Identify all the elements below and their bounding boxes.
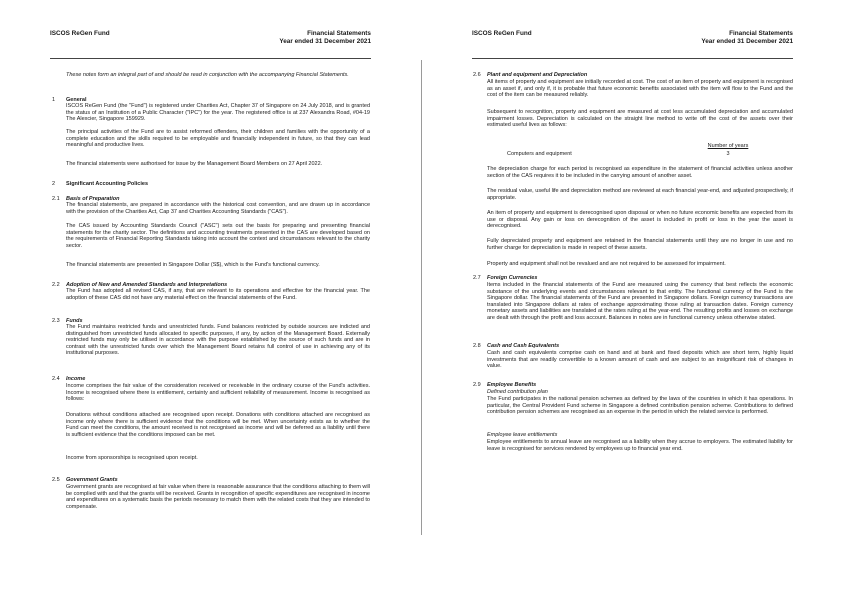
section-heading-grants: Government Grants bbox=[66, 477, 118, 483]
employee-para-1: The Fund participates in the national pension schemes as defined by the laws of the countries in which it has operations. In particular, the Central Provident Fund scheme in Singapore a defined contribution pension scheme. Contributions to defined contribution pension schemes are recognised as an expense in the period in which the related service is performed. bbox=[487, 396, 793, 415]
plant-para-6: Fully depreciated property and equipment are retained in the financial statements until they are no longer in use and no further charge for depreciation is made in respect of these assets. bbox=[487, 238, 793, 251]
section-heading-policies: Significant Accounting Policies bbox=[66, 181, 149, 187]
statement-period: Year ended 31 December 2021 bbox=[701, 38, 793, 45]
section-number: 2.1 bbox=[52, 196, 60, 202]
foreign-para-1: Items included in the financial statements of the Fund are measured using the currency that best reflects the economic substance of the underlying events and circumstances relevant to that entity. The functional currency of the Fund is the Singapore dollar. The financial statements of the Fund are presented in Singapore dollars. Foreign currency transactions are translated into Singapore dollars at rates of exchange approximating those ruling at transaction dates. Foreign currency monetary assets and liabilities are translated at the rates ruling at the year-end. The resulting profits and losses on exchange are dealt with through the profit and loss account. Balances in notes are in functional currency unless otherwise stated. bbox=[487, 282, 793, 321]
basis-para-3: The financial statements are presented in Singapore Dollar (S$), which is the Fund's functional currency. bbox=[66, 262, 320, 268]
basis-para-1: The financial statements, are prepared in accordance with the historical cost convention, and are drawn up in accordance with the provision of the Charities Act, Cap 37 and Charities Accounting Standards ("CAS"). bbox=[66, 202, 370, 215]
header-right bbox=[701, 30, 793, 46]
fund-name: ISCOS ReGen Fund bbox=[472, 30, 532, 37]
income-para-1: Income comprises the fair value of the consideration received or receivable in the ordinary course of the Fund's activities. Income is recognised where there is entitlement, certainty and sufficient reliability of measurement. Income is recognised as follows: bbox=[66, 383, 370, 402]
general-para-1: ISCOS ReGen Fund (the "Fund") is registered under Charities Act, Chapter 37 of Singapore on 24 July 2018, and is granted the status of an Institution of a Public Character ("IPC") for the year. The registered office is at 237 Alexandra Road, #04-19 The Alexcier, Singapore 159929. bbox=[66, 103, 370, 122]
section-heading-basis: Basis of Preparation bbox=[66, 196, 120, 202]
statement-title: Financial Statements bbox=[307, 30, 371, 37]
plant-para-4: The residual value, useful life and depreciation method are reviewed at each financial year-end, and adjusted prospectively, if appropriate. bbox=[487, 188, 793, 201]
income-para-3: Income from sponsorships is recognised upon receipt. bbox=[66, 455, 198, 461]
years-column-header: Number of years bbox=[707, 143, 749, 149]
asset-class-label: Computers and equipment bbox=[507, 151, 572, 157]
page-header bbox=[50, 30, 371, 58]
section-number: 2.9 bbox=[473, 382, 481, 388]
section-number: 2.8 bbox=[473, 343, 481, 349]
general-para-3: The financial statements were authorised for issue by the Management Board Members on 27 April 2022. bbox=[66, 161, 323, 167]
adoption-para-1: The Fund has adopted all revised CAS, if any, that are relevant to its operations and effective for the financial year. The adoption of these CAS did not have any material effect on the financial statements of the Fund. bbox=[66, 288, 370, 301]
section-heading-funds: Funds bbox=[66, 318, 83, 324]
intro-note: These notes form an integral part of and should be read in conjunction with the accompanying Financial Statements. bbox=[66, 72, 349, 78]
plant-para-5: An item of property and equipment is derecognised upon disposal or when no future economic benefits are expected from its use or disposal. Any gain or loss on derecognition of the asset is included in profit or loss in the year the asset is derecognised. bbox=[487, 210, 793, 229]
section-heading-foreign: Foreign Currencies bbox=[487, 275, 538, 281]
plant-para-3: The depreciation charge for each period is recognised as expenditure in the statement of financial activities unless another section of the CAS requires it to be included in the carrying amount of another asset. bbox=[487, 166, 793, 179]
section-number: 2.5 bbox=[52, 477, 60, 483]
section-heading-income: Income bbox=[66, 376, 86, 382]
section-heading-adoption: Adoption of New and Amended Standards and Interpretations bbox=[66, 282, 228, 288]
section-number: 2.3 bbox=[52, 318, 60, 324]
fund-name: ISCOS ReGen Fund bbox=[50, 30, 110, 37]
basis-para-2: The CAS issued by Accounting Standards Council ("ASC") sets out the basis for preparing and presenting financial statements for the charity sector. The definitions and accounting treatments presented in the CAS are developed based on the requirements of Financial Reporting Standards taking into account the context and circumstances relevant to the charity sector. bbox=[66, 223, 370, 249]
section-heading-cash: Cash and Cash Equivalents bbox=[487, 343, 560, 349]
funds-para-1: The Fund maintains restricted funds and unrestricted funds. Fund balances restricted by outside sources are indicted and distinguished from unrestricted funds allocated to specific purposes, if any, by action of the Management Board. Externally restricted funds may only be utilised in accordance with the purpose established by the source of such funds and are in contrast with the unrestricted funds over which the Management Board retains full control of use in achieving any of its institutional purposes. bbox=[66, 324, 370, 356]
section-heading-plant: Plant and equipment and Depreciation bbox=[487, 72, 588, 78]
asset-class-years: 3 bbox=[726, 151, 730, 157]
subheading-defined-plan: Defined contribution plan bbox=[487, 389, 548, 395]
header-rule bbox=[50, 58, 371, 59]
section-number: 2 bbox=[52, 181, 56, 187]
page-divider bbox=[421, 60, 422, 535]
plant-para-7: Property and equipment shall not be revalued and are not required to be assessed for impairment. bbox=[487, 261, 726, 267]
employee-para-2: Employee entitlements to annual leave are recognised as a liability when they accrue to employers. The estimated liability for leave is recognised for services rendered by employees up to financial year end. bbox=[487, 439, 793, 452]
subheading-leave: Employee leave entitlements bbox=[487, 432, 558, 438]
statement-period: Year ended 31 December 2021 bbox=[279, 38, 371, 45]
cash-para-1: Cash and cash equivalents comprise cash on hand and at bank and fixed deposits which are short term, highly liquid investments that are readily convertible to a known amount of cash and are subject to an insignificant risk of changes in value. bbox=[487, 350, 793, 369]
grants-para-1: Government grants are recognised at fair value when there is reasonable assurance that the conditions attaching to them will be complied with and that the grants will be received. Grants in recognition of specific expenditures are recognised in income and expenditures on a systematic basis the periods necessary to match them with the related costs that they are intended to compensate. bbox=[66, 484, 370, 510]
section-number: 2.4 bbox=[52, 376, 60, 382]
plant-para-2: Subsequent to recognition, property and equipment are measured at cost less accumulated depreciation and accumulated impairment losses. Depreciation is calculated on the straight line method to write off the cost of the assets over their estimated useful lives as follows: bbox=[487, 109, 793, 128]
section-number: 2.6 bbox=[473, 72, 481, 78]
section-heading-general: General bbox=[66, 97, 87, 103]
header-right bbox=[279, 30, 371, 46]
page-header bbox=[472, 30, 793, 58]
general-para-2: The principal activities of the Fund are to assist reformed offenders, their children and families with the opportunity of a complete education and the skills required to be employable and financially independent in future, so that they can lead meaningful and productive lives. bbox=[66, 129, 370, 148]
section-number: 2.2 bbox=[52, 282, 60, 288]
income-para-2: Donations without conditions attached are recognised upon receipt. Donations with conditions attached are recognised as income only where there is sufficient evidence that the conditions will be met. When uncertainty exists as to whether the Fund can meet the conditions, the amount received is not recognised as income and will be deferred as a liability until there is sufficient evidence that the conditions imposed can be met. bbox=[66, 412, 370, 438]
plant-para-1: All items of property and equipment are initially recorded at cost. The cost of an item of property and equipment is recognised as an asset if, and only if, it is probable that future economic benefits associated with the item will flow to the Fund and the cost of the item can be measured reliably. bbox=[487, 79, 793, 98]
section-heading-employee: Employee Benefits bbox=[487, 382, 537, 388]
section-number: 2.7 bbox=[473, 275, 481, 281]
header-rule bbox=[472, 58, 793, 59]
statement-title: Financial Statements bbox=[729, 30, 793, 37]
section-number: 1 bbox=[52, 97, 56, 103]
